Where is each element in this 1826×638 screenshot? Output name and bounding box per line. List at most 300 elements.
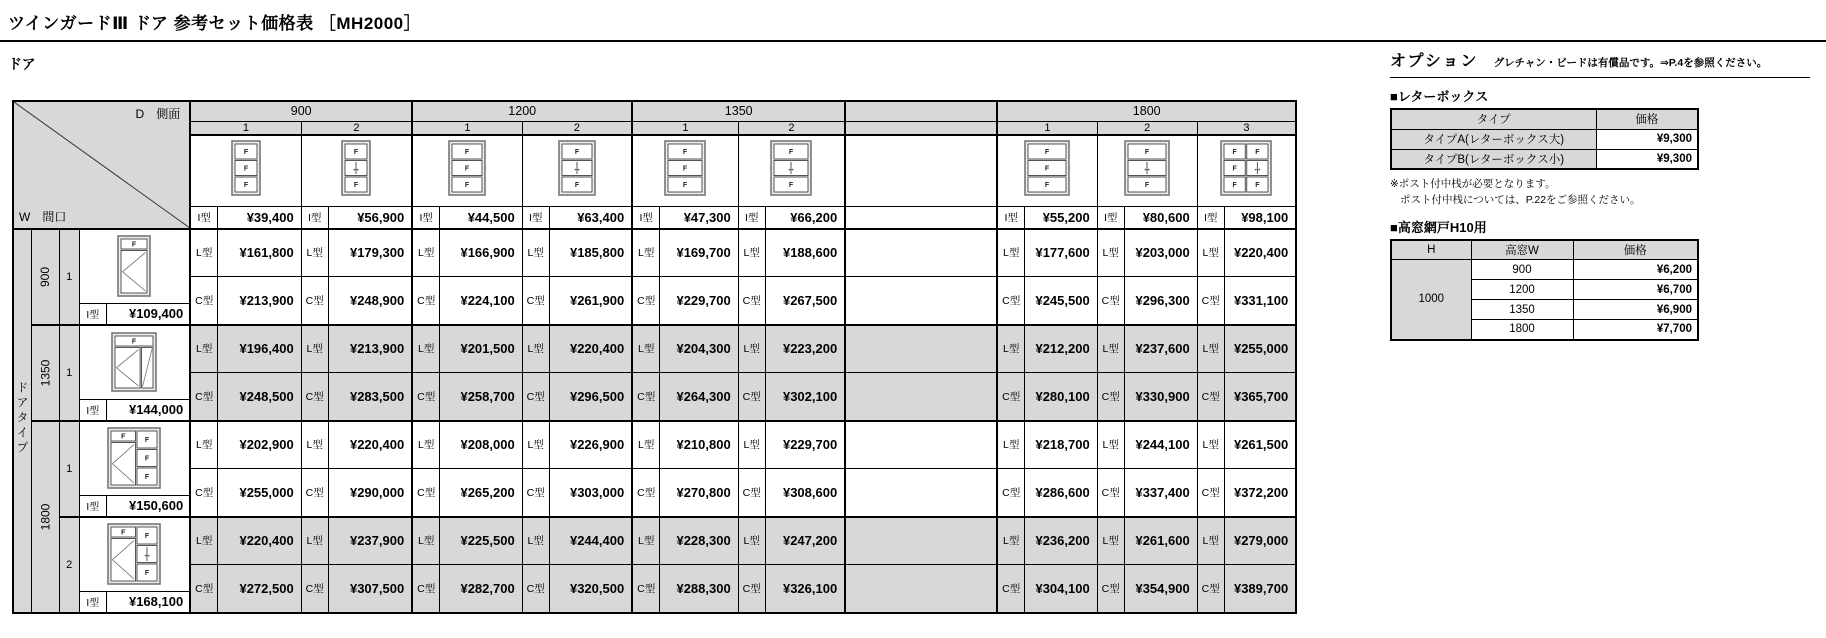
price-cell	[522, 517, 632, 565]
price-cell	[997, 517, 1097, 565]
sub-col-header: 2	[1097, 121, 1197, 135]
spacer-cell	[845, 421, 997, 469]
price-cell	[1197, 325, 1296, 373]
svg-text:↔: ↔	[351, 163, 361, 174]
type-label: I型	[739, 207, 766, 228]
price-cell	[412, 373, 522, 421]
price-value: ¥244,400	[569, 533, 625, 549]
price-value: ¥229,700	[782, 437, 838, 453]
price-cell	[412, 229, 522, 277]
type-label: L型	[523, 518, 550, 565]
price-value: ¥56,900	[357, 209, 405, 225]
price-cell	[1197, 517, 1296, 565]
body-row-1800-1-C型	[13, 469, 1296, 517]
price-cell	[1097, 469, 1197, 517]
hw-w-value: 1800	[1471, 320, 1573, 340]
letterbox-heading: ■レターボックス	[1390, 89, 1489, 104]
price-cell	[1097, 517, 1197, 565]
spacer-icon-cell	[845, 135, 997, 207]
price-value: ¥279,000	[1233, 533, 1289, 549]
price-cell	[412, 207, 522, 229]
letterbox-notes	[1390, 176, 1810, 209]
type-label: C型	[1098, 277, 1125, 324]
price-cell	[301, 517, 412, 565]
price-value: ¥261,600	[1135, 533, 1190, 549]
body-row-1800-2-C型	[13, 565, 1296, 613]
price-value: ¥280,100	[1035, 388, 1090, 404]
price-cell	[412, 421, 522, 469]
price-value: ¥168,100	[128, 594, 184, 609]
price-value: ¥166,900	[460, 245, 515, 261]
price-cell	[190, 373, 301, 421]
price-value: ¥307,500	[349, 580, 405, 596]
price-cell	[301, 207, 412, 229]
svg-text:F: F	[1045, 149, 1050, 157]
w-size-label-1800: 1800	[32, 421, 60, 613]
entry-door-icon	[117, 235, 151, 297]
type-label: L型	[302, 422, 329, 469]
price-value: ¥196,400	[239, 341, 294, 357]
price-value: ¥330,900	[1135, 388, 1190, 404]
price-value: ¥210,800	[676, 437, 731, 453]
letterbox-type: タイプB(レターボックス小)	[1391, 149, 1596, 169]
hw-w-value: 1350	[1471, 300, 1573, 320]
page-title: ツインガードⅢ ドア 参考セット価格表 ［MH2000］	[8, 14, 422, 33]
sub-col-header: 1	[190, 121, 301, 135]
door-set-price-table	[12, 100, 1297, 614]
type-label: C型	[413, 277, 440, 324]
type-label: L型	[1198, 518, 1225, 565]
type-label: L型	[523, 326, 550, 373]
sub-col-header: 2	[301, 121, 412, 135]
price-value: ¥282,700	[460, 580, 515, 596]
price-cell	[412, 277, 522, 325]
type-label: L型	[998, 422, 1025, 469]
door-type-axis-label: ドアタイプ	[13, 229, 32, 613]
window-config-cell	[997, 135, 1097, 207]
type-label: C型	[302, 469, 329, 516]
fix-2col-icon	[1220, 140, 1272, 196]
price-cell	[190, 277, 301, 325]
title-rule	[0, 40, 1826, 42]
price-cell	[522, 229, 632, 277]
w-size-label-900: 900	[32, 229, 60, 325]
type-label: L型	[739, 422, 766, 469]
price-cell	[412, 325, 522, 373]
price-cell	[738, 565, 845, 613]
type-label: C型	[1198, 373, 1225, 420]
type-label: L型	[302, 518, 329, 565]
price-cell	[1197, 277, 1296, 325]
hw-col-header-price: 価格	[1573, 240, 1698, 260]
svg-text:F: F	[465, 149, 470, 157]
body-row-900-1-C型	[13, 277, 1296, 325]
body-row-1350-1-L型	[13, 325, 1296, 373]
price-value: ¥248,900	[349, 292, 405, 308]
type-label: L型	[523, 230, 550, 277]
price-cell	[1097, 277, 1197, 325]
type-label: C型	[739, 277, 766, 324]
letterbox-col-header-price: 価格	[1596, 109, 1698, 129]
svg-text:↔: ↔	[572, 163, 582, 174]
price-cell	[522, 469, 632, 517]
svg-text:F: F	[1232, 182, 1238, 190]
type-label: C型	[739, 565, 766, 612]
svg-text:F: F	[683, 182, 688, 190]
svg-text:F: F	[1255, 182, 1260, 190]
price-value: ¥44,500	[467, 209, 515, 225]
price-value: ¥331,100	[1233, 292, 1289, 308]
price-value: ¥144,000	[128, 402, 184, 417]
price-cell	[1197, 229, 1296, 277]
entry-door-fix3-icon	[107, 427, 161, 489]
type-label: L型	[633, 422, 660, 469]
price-value: ¥66,200	[790, 209, 838, 225]
door-config-cell	[79, 421, 190, 517]
type-label: I型	[633, 207, 660, 228]
price-cell	[1097, 421, 1197, 469]
svg-text:F: F	[789, 182, 794, 190]
spacer-cell	[845, 373, 997, 421]
options-panel	[1390, 48, 1810, 341]
price-value: ¥225,500	[460, 533, 515, 549]
spacer-cell	[845, 207, 997, 229]
variant-number: 1	[59, 421, 79, 517]
options-header	[1390, 48, 1810, 78]
svg-text:F: F	[789, 149, 794, 157]
price-value: ¥109,400	[128, 306, 184, 321]
price-cell	[738, 207, 845, 229]
price-cell	[190, 469, 301, 517]
hw-col-header-w: 高窓W	[1471, 240, 1573, 260]
body-row-1350-1-C型	[13, 373, 1296, 421]
entry-door-sidelite-icon	[111, 332, 157, 392]
price-value: ¥203,000	[1135, 245, 1190, 261]
price-cell	[997, 325, 1097, 373]
axes-corner-cell	[13, 101, 190, 229]
letterbox-col-header-type: タイプ	[1391, 109, 1596, 129]
price-value: ¥213,900	[349, 341, 405, 357]
price-cell	[522, 421, 632, 469]
type-label: L型	[1098, 230, 1125, 277]
type-label: L型	[191, 518, 218, 565]
window-config-cell	[522, 135, 632, 207]
price-cell	[190, 325, 301, 373]
price-value: ¥267,500	[782, 292, 838, 308]
price-value: ¥283,500	[349, 388, 405, 404]
body-row-900-1-L型	[13, 229, 1296, 277]
price-cell	[632, 565, 738, 613]
price-value: ¥258,700	[460, 388, 515, 404]
type-label: C型	[998, 565, 1025, 612]
price-value: ¥389,700	[1233, 580, 1289, 596]
window-config-cell	[738, 135, 845, 207]
d-size-header-1800: 1800	[997, 101, 1296, 121]
price-cell	[301, 565, 412, 613]
price-value: ¥202,900	[239, 437, 294, 453]
window-config-cell	[190, 135, 301, 207]
type-label: C型	[523, 565, 550, 612]
price-value: ¥288,300	[676, 580, 731, 596]
letterbox-table	[1390, 108, 1699, 170]
type-label: I型	[80, 592, 107, 612]
spacer-cell	[845, 325, 997, 373]
price-value: ¥161,800	[239, 245, 294, 261]
price-value: ¥237,600	[1135, 341, 1190, 357]
price-value: ¥208,000	[460, 437, 515, 453]
type-label: C型	[302, 565, 329, 612]
price-value: ¥290,000	[349, 484, 405, 500]
spacer-cell	[845, 229, 997, 277]
variant-number: 1	[59, 325, 79, 421]
spacer-cell	[845, 517, 997, 565]
entry-door-slider-icon	[107, 523, 161, 585]
hw-price: ¥7,700	[1573, 320, 1698, 340]
price-value: ¥213,900	[239, 292, 294, 308]
sub-col-header: 1	[997, 121, 1097, 135]
type-label: C型	[191, 469, 218, 516]
price-value: ¥188,600	[782, 245, 838, 261]
type-label: C型	[413, 373, 440, 420]
svg-text:↔: ↔	[142, 549, 152, 560]
hw-w-value: 1200	[1471, 280, 1573, 300]
price-cell	[301, 421, 412, 469]
price-value: ¥264,300	[676, 388, 731, 404]
svg-text:F: F	[1232, 149, 1238, 157]
spacer-header-cell	[845, 101, 997, 121]
price-value: ¥247,200	[782, 533, 838, 549]
price-value: ¥248,500	[239, 388, 294, 404]
price-cell	[1097, 325, 1197, 373]
price-cell	[301, 469, 412, 517]
type-label: C型	[998, 277, 1025, 324]
letterbox-note-2: ポスト付中桟については、P.22をご参照ください。	[1400, 194, 1641, 207]
price-cell	[738, 469, 845, 517]
price-value: ¥255,000	[239, 484, 294, 500]
price-value: ¥265,200	[460, 484, 515, 500]
price-value: ¥98,100	[1241, 209, 1289, 225]
sub-col-header: 3	[1197, 121, 1296, 135]
price-value: ¥185,800	[569, 245, 625, 261]
type-label: I型	[191, 207, 218, 228]
price-cell	[301, 277, 412, 325]
price-value: ¥204,300	[676, 341, 731, 357]
type-label: C型	[1198, 565, 1225, 612]
svg-text:F: F	[243, 182, 249, 190]
d-size-header-1350: 1350	[632, 101, 845, 121]
type-label: L型	[302, 230, 329, 277]
type-label: L型	[1098, 326, 1125, 373]
price-cell	[190, 207, 301, 229]
variant-number: 1	[59, 229, 79, 325]
price-value: ¥270,800	[676, 484, 731, 500]
door-config-cell	[79, 517, 190, 613]
price-value: ¥261,900	[569, 292, 625, 308]
price-value: ¥229,700	[676, 292, 731, 308]
svg-text:F: F	[1232, 165, 1238, 173]
type-label: C型	[633, 277, 660, 324]
i-type-price-row	[13, 207, 1296, 229]
price-cell	[632, 229, 738, 277]
svg-text:↔: ↔	[786, 163, 796, 174]
price-cell	[522, 277, 632, 325]
svg-text:F: F	[145, 533, 150, 541]
price-cell	[997, 373, 1097, 421]
type-label: L型	[998, 230, 1025, 277]
high-window-table	[1390, 239, 1699, 341]
body-row-1800-2-L型	[13, 517, 1296, 565]
type-label: C型	[633, 469, 660, 516]
corner-label-d: D 側面	[135, 107, 181, 121]
price-cell	[301, 325, 412, 373]
price-value: ¥372,200	[1233, 484, 1289, 500]
type-label: L型	[633, 518, 660, 565]
d-size-header-1200: 1200	[412, 101, 632, 121]
price-value: ¥212,200	[1035, 341, 1090, 357]
sub-number-header-row	[13, 121, 1296, 135]
price-cell	[1197, 207, 1296, 229]
price-cell	[1097, 565, 1197, 613]
spacer-cell	[845, 469, 997, 517]
type-label: C型	[633, 373, 660, 420]
high-window-heading: ■高窓網戸H10用	[1390, 219, 1487, 235]
price-cell	[1197, 469, 1296, 517]
hw-price: ¥6,900	[1573, 300, 1698, 320]
type-label: L型	[413, 230, 440, 277]
price-cell	[1197, 373, 1296, 421]
price-value: ¥365,700	[1233, 388, 1289, 404]
type-label: C型	[998, 469, 1025, 516]
price-cell	[997, 469, 1097, 517]
fix3-icon	[448, 140, 486, 196]
price-value: ¥308,600	[782, 484, 838, 500]
price-cell	[632, 469, 738, 517]
price-cell	[632, 325, 738, 373]
window-config-cell	[1097, 135, 1197, 207]
spacer-cell	[845, 565, 997, 613]
svg-text:F: F	[121, 433, 126, 441]
window-config-cell	[301, 135, 412, 207]
svg-text:F: F	[354, 149, 359, 157]
price-value: ¥55,200	[1042, 209, 1090, 225]
type-label: C型	[523, 469, 550, 516]
hw-h-value: 1000	[1391, 260, 1471, 340]
svg-text:↔: ↔	[1253, 163, 1263, 174]
price-cell	[1097, 373, 1197, 421]
type-label: L型	[523, 422, 550, 469]
type-label: C型	[739, 373, 766, 420]
hw-w-value: 900	[1471, 260, 1573, 280]
type-label: L型	[739, 326, 766, 373]
price-cell	[190, 565, 301, 613]
svg-text:F: F	[145, 437, 150, 445]
price-cell	[522, 565, 632, 613]
price-value: ¥224,100	[460, 292, 515, 308]
fix3-wide-icon	[1024, 140, 1070, 196]
window-config-cell	[632, 135, 738, 207]
sub-col-header: 1	[632, 121, 738, 135]
sub-col-header: 2	[738, 121, 845, 135]
price-value: ¥337,400	[1135, 484, 1190, 500]
svg-text:F: F	[1145, 149, 1150, 157]
svg-text:F: F	[1045, 165, 1050, 173]
price-value: ¥220,400	[239, 533, 294, 549]
price-cell	[1197, 565, 1296, 613]
svg-text:F: F	[574, 182, 580, 190]
type-label: C型	[523, 373, 550, 420]
svg-text:F: F	[683, 149, 688, 157]
w-size-label-1350: 1350	[32, 325, 60, 421]
svg-text:F: F	[132, 241, 137, 249]
type-label: C型	[1098, 373, 1125, 420]
price-value: ¥150,600	[128, 498, 184, 513]
type-label: L型	[998, 518, 1025, 565]
price-cell	[997, 229, 1097, 277]
price-value: ¥63,400	[577, 209, 625, 225]
type-label: L型	[302, 326, 329, 373]
price-cell	[738, 517, 845, 565]
fix3-narrow-icon	[231, 140, 261, 196]
type-label: L型	[191, 326, 218, 373]
type-label: C型	[998, 373, 1025, 420]
type-label: C型	[1098, 469, 1125, 516]
price-value: ¥39,400	[246, 209, 294, 225]
spacer-subheader-cell	[845, 121, 997, 135]
svg-text:F: F	[243, 149, 249, 157]
type-label: I型	[1198, 207, 1225, 228]
d-size-header-900: 900	[190, 101, 412, 121]
sub-col-header: 2	[522, 121, 632, 135]
price-cell	[522, 373, 632, 421]
letterbox-header-row	[1391, 109, 1698, 129]
price-value: ¥272,500	[239, 580, 294, 596]
type-label: L型	[413, 518, 440, 565]
price-cell	[412, 565, 522, 613]
type-label: I型	[80, 304, 107, 324]
price-cell	[632, 373, 738, 421]
body-row-1800-1-L型	[13, 421, 1296, 469]
type-label: C型	[191, 565, 218, 612]
price-value: ¥304,100	[1035, 580, 1090, 596]
price-cell	[738, 373, 845, 421]
svg-text:F: F	[574, 149, 580, 157]
price-value: ¥228,300	[676, 533, 731, 549]
price-cell	[1097, 207, 1197, 229]
price-value: ¥169,700	[676, 245, 731, 261]
sub-col-header: 1	[412, 121, 522, 135]
type-label: C型	[413, 469, 440, 516]
price-cell	[738, 229, 845, 277]
svg-text:F: F	[145, 474, 150, 482]
hw-price: ¥6,700	[1573, 280, 1698, 300]
type-label: L型	[633, 230, 660, 277]
price-cell	[632, 517, 738, 565]
hw-price: ¥6,200	[1573, 260, 1698, 280]
price-value: ¥236,200	[1035, 533, 1090, 549]
type-label: C型	[302, 373, 329, 420]
price-cell	[738, 421, 845, 469]
type-label: C型	[191, 277, 218, 324]
type-label: C型	[1198, 277, 1225, 324]
door-config-cell	[79, 229, 190, 325]
fix3-icon	[664, 140, 706, 196]
letterbox-price: ¥9,300	[1596, 129, 1698, 149]
spacer-cell	[845, 277, 997, 325]
type-label: L型	[1198, 230, 1225, 277]
high-window-header-row	[1391, 240, 1698, 260]
type-label: L型	[413, 326, 440, 373]
price-value: ¥354,900	[1135, 580, 1190, 596]
